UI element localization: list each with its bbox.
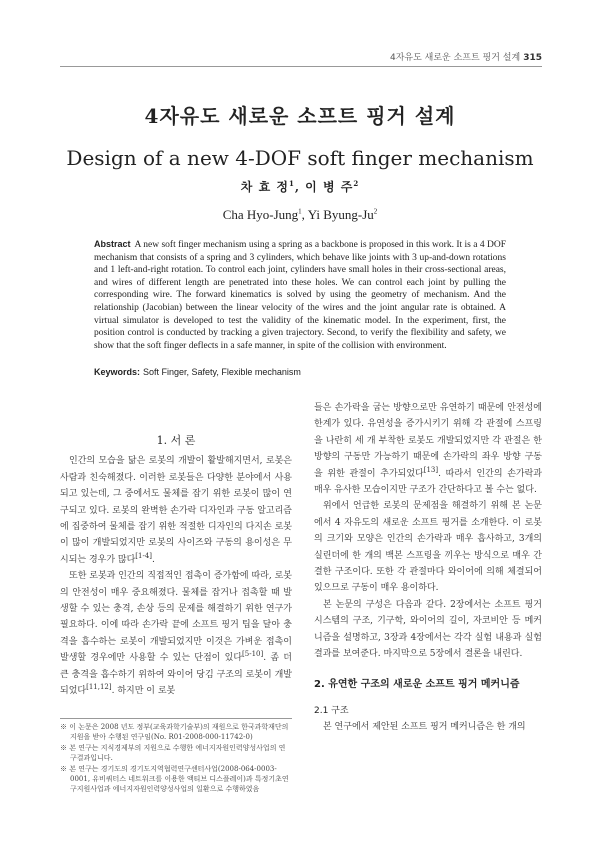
title-korean: 4자유도 새로운 소프트 핑거 설계 xyxy=(144,104,456,128)
footnote-mark: ※ xyxy=(60,723,67,731)
body-paragraph xyxy=(60,453,292,568)
page-number: 315 xyxy=(523,53,542,63)
keywords-label: Keywords: xyxy=(94,367,141,377)
body-paragraph xyxy=(314,498,542,596)
paragraph-text: 본 연구에서 제안된 소프트 핑거 메커니즘은 한 개의 xyxy=(323,722,526,733)
body-paragraph xyxy=(60,568,292,699)
author-affiliation-mark: 2 xyxy=(373,207,378,216)
author-name: 차 효 정 xyxy=(240,180,289,194)
author-affiliation-mark: 2 xyxy=(353,179,360,188)
paragraph-text: 또한 로봇과 인간의 직접적인 접촉이 증가함에 따라, 로봇의 안전성이 매우 중요해졌다. 물체를 잡거나 접촉할 때 발생할 수 있는 충격, 손상 등의 문제를 해결하기 위한 연구가 필요하다. 이에 따라 손가락 끝에 소프트 핑거 팁을 달아 충격을 흡수하는 로봇이 개발되었지만 이것은 가벼운 접촉이 발생할 경우에만 사용할 수 있는 단점이 있다 xyxy=(60,571,292,664)
author-separator: , xyxy=(301,207,308,222)
footnote-text: 본 연구는 지식경제부의 지원으로 수행한 에너지자원인력양성사업의 연구결과입니다. xyxy=(69,744,286,762)
section-heading-introduction: 1. 서 론 xyxy=(156,434,196,447)
author-name: Yi Byung-Ju xyxy=(307,207,374,222)
paragraph-text: 들은 손가락을 굽는 방향으로만 유연하기 때문에 안전성에 한계가 있다. 유연성을 증가시키기 위해 각 관절에 스프링을 나란히 세 개 부착한 로봇도 개발되었지만 각 관절은 한 방향의 구동만 가능하기 때문에 손가락의 좌우 방향 구동을 위한 관절이 추가되었다 xyxy=(314,403,542,479)
keywords-text: Soft Finger, Safety, Flexible mechanism xyxy=(143,367,301,377)
footnote xyxy=(60,743,292,763)
footnote xyxy=(60,722,292,742)
paragraph-text: . 좀 더 큰 충격을 흡수하기 위하여 와이어 당김 구조의 로봇이 개발되었다 xyxy=(60,653,292,697)
citation: [13] xyxy=(423,465,439,474)
author-name: 이 병 주 xyxy=(305,180,354,194)
author-affiliation-mark: 1 xyxy=(288,179,295,188)
footnote-text: 이 논문은 2008 년도 정부(교육과학기술부)의 재원으로 한국과학재단의 지원을 받아 수행된 연구임(No. R01-2008-000-11742-0) xyxy=(69,723,289,741)
running-title: 4자유도 새로운 소프트 핑거 설계 xyxy=(390,53,521,63)
running-header-text xyxy=(390,50,542,63)
abstract-text: A new soft finger mechanism using a spring as a backbone is proposed in this work. It is a 4 DOF mechanism that consists of a spring and 3 cylinders, which behave like joints with 3 up-and-down rotations and 1 left-and-right rotation. To control each joint, cylinders have small holes in their cross-sectional areas, and wires of different length are penetrated into these holes. We can control each joint by pulling the corresponding wire. The forward kinematics is solved by using the geometry of mechanism. And the relationship (Jacobian) between the linear velocity of the wires and the joint angular rate is obtained. A virtual simulator is developed to test the validity of the kinematic model. In the experiment, first, the position control is conducted by tracking a given trajectory. Second, to verify the flexibility and safety, we show that the soft finger deflects in a safe manner, in spite of the collision with environment. xyxy=(94,240,506,351)
footnote-text: 본 연구는 경기도의 경기도지역협력연구센터사업(2008-064-0003-0001, 유비쿼터스 네트워크를 이용한 액티브 디스플레이)과 특정기초연구지원사업과 에너지자원인력양성사업의 일환으로 수행하였음 xyxy=(69,765,289,793)
running-header xyxy=(60,50,542,68)
footnote xyxy=(60,764,292,794)
section-heading-mechanism: 2. 유연한 구조의 새로운 소프트 핑거 메커니즘 xyxy=(314,678,520,690)
footnote-rule xyxy=(60,718,292,719)
author-affiliation-mark: 1 xyxy=(298,207,302,216)
left-column xyxy=(60,433,292,700)
right-column xyxy=(314,400,542,736)
paragraph-text: . xyxy=(152,554,155,565)
paragraph-text: . 따라서 인간의 손가락과 매우 유사한 모습이지만 구조가 간단하다고 볼 수는 없다. xyxy=(314,468,543,496)
authors-korean xyxy=(0,178,600,195)
paragraph-text: 인간의 모습을 닮은 로봇의 개발이 활발해지면서, 로봇은 사람과 친숙해졌다. 이러한 로봇들은 다양한 분야에서 사용되고 있는데, 그 중에서도 물체를 잡기 위한 로봇이 많이 연구되고 있다. 로봇의 완벽한 손가락 디자인과 구동 알고리즘에 집중하여 물체를 잡기 위한 적절한 디자인의 다지손 로봇이 많이 개발되었지만 로봇의 사이즈와 구동의 용이성은 무시되는 경우가 많다 xyxy=(60,456,292,565)
author-name: Cha Hyo-Jung xyxy=(222,207,299,222)
abstract xyxy=(94,238,506,352)
footnote-mark: ※ xyxy=(60,744,67,752)
body-paragraph xyxy=(314,597,542,663)
paragraph-text: . 하지만 이 로봇 xyxy=(111,686,176,697)
footnotes xyxy=(60,722,292,795)
subsection-heading-structure: 2.1 구조 xyxy=(314,705,349,716)
body-paragraph xyxy=(314,719,542,735)
author-separator: , xyxy=(294,180,306,194)
keywords xyxy=(94,367,506,377)
citation: [1-4] xyxy=(135,551,153,560)
paragraph-text: 본 논문의 구성은 다음과 같다. 2장에서는 소프트 핑거 시스템의 구조, 기구학, 와이어의 길이, 자코비안 등 메커니즘을 설명하고, 3장과 4장에서는 각각 실험 내용과 실험 결과를 보여준다. 마지막으로 5장에서 결론을 내린다. xyxy=(314,599,542,660)
body-paragraph xyxy=(314,400,542,498)
header-rule xyxy=(60,66,542,67)
abstract-label: Abstract xyxy=(94,239,131,249)
title-english: Design of a new 4-DOF soft finger mechanism xyxy=(66,146,534,170)
citation: [11,12] xyxy=(86,683,112,692)
paragraph-text: 위에서 언급한 로봇의 문제점을 해결하기 위해 본 논문에서 4 자유도의 새로운 소프트 핑거를 소개한다. 이 로봇의 크기와 모양은 인간의 손가락과 매우 흡사하고, 3개의 실린더에 한 개의 백본 스프링을 끼우는 방식으로 매우 간결한 구조이다. 또한 각 관절마다 와이어에 의해 체결되어 있으므로 구동이 매우 용이하다. xyxy=(314,501,542,594)
footnote-mark: ※ xyxy=(60,765,67,773)
citation: [5-10] xyxy=(242,650,264,659)
authors-english xyxy=(0,207,600,223)
